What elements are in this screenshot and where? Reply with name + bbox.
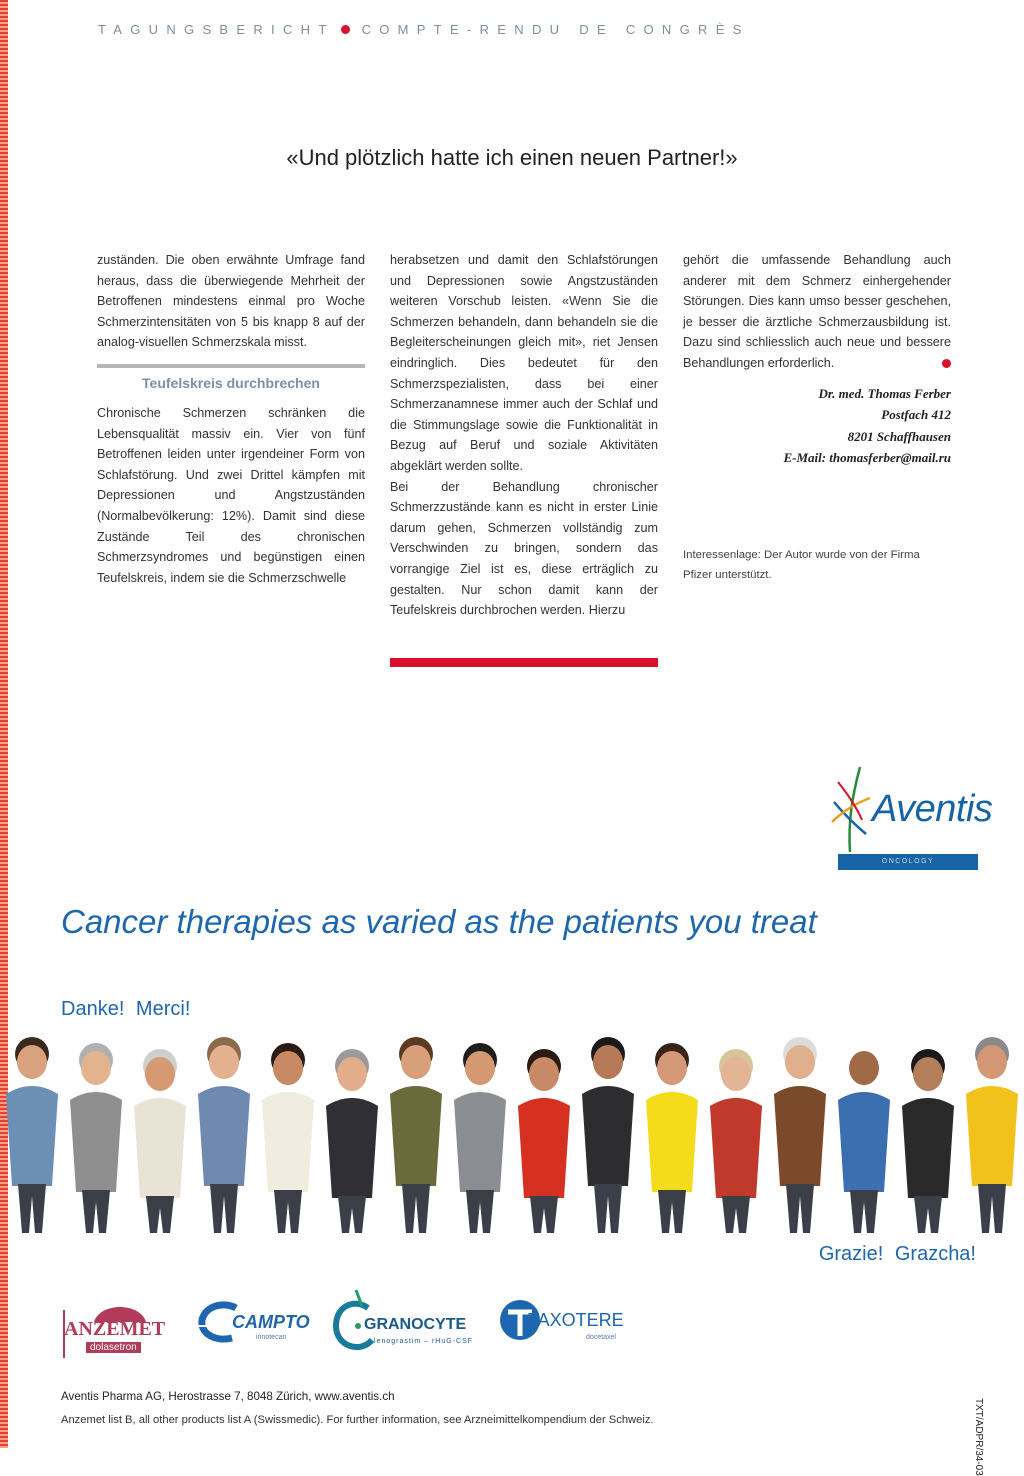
crowd-person [6,1037,58,1233]
section-header [98,22,918,46]
brand-anzemet: ANZEMET [64,1318,166,1340]
subhead-divider [97,364,365,368]
article-column-2 [390,250,658,621]
aventis-oncology-band: ONCOLOGY [838,854,978,870]
taxotere-logo [498,1298,628,1348]
end-mark-icon [942,359,951,368]
crowd-person [774,1037,826,1233]
article-end-rule [390,658,658,667]
author-email[interactable]: E-Mail: thomasferber@mail.ru [783,450,951,466]
ad-tagline: Cancer therapies as varied as the patients you treat [61,903,817,940]
thanks-left: Danke! Merci! [61,998,191,1020]
crowd-person [966,1037,1018,1233]
crowd-person [838,1043,890,1233]
article-headline: «Und plötzlich hatte ich einen neuen Partner!» [286,145,738,170]
crowd-person [646,1043,698,1233]
crowd-person [710,1049,762,1233]
author-address: Postfach 412 [881,407,951,423]
crowd-person [198,1037,250,1233]
campto-logo [196,1300,310,1350]
author-city: 8201 Schaffhausen [847,428,951,444]
aventis-figure-icon [826,762,876,854]
header-dot-icon [341,25,350,34]
article-column-3 [683,250,951,586]
paragraph: Bei der Behandlung chronischer Schmerzzustände kann es nicht in erster Linie darum gehen, Schmerzen vollständig zum Verschwinden zu bringen, sondern das vorrangige Ziel ist es, diese erträglich zu gestalten. Nur schon damit kann der Teufelskreis durchbrochen werden. Hierzu [390,479,658,618]
paragraph: herabsetzen und damit den Schlafstörungen und Depressionen sowie Angstzuständen weiteren Vorschub leisten. «Wenn Sie die Schmerzen behandeln, dann behandeln sie die Begleiterscheinungen gleich mit», riet Jensen eindringlich. Dies bedeutet für den Schmerzspezialisten, dass bei einer Schmerzanamnese immer auch der Schlaf und die Stimmungslage sowie die Funktionalität in Bezug auf Beruf und soziale Aktivitäten abgeklärt werden sollte. [390,253,658,473]
crowd-person [390,1037,442,1233]
disclosure-note: Interessenlage: Der Autor wurde von der Firma Pfizer unterstützt. [683,548,920,582]
subheading: Teufelskreis durchbrechen [142,374,320,391]
paragraph-text: gehört die umfassende Behandlung auch anderer mit dem Schmerz einhergehender Störungen. Dies kann umso besser geschehen, je besser die ärztliche Schmerzausbildung ist. Dazu sind schliesslich auch neue und bessere Behandlungen erforderlich. [683,253,951,370]
crowd-person [518,1049,570,1233]
crowd-person [70,1043,122,1233]
crowd-person [454,1043,506,1233]
crowd-photo [0,1028,1024,1236]
aventis-logo [826,762,993,872]
company-address: Aventis Pharma AG, Herostrasse 7, 8048 Zürich, www.aventis.ch [61,1390,395,1403]
granocyte-logo [330,1288,474,1362]
legal-note: Anzemet list B, all other products list A (Swissmedic). For further information, see Arzneimittelkompendium der Schweiz. [61,1414,654,1426]
crowd-person [902,1049,954,1233]
brand-taxotere-sub: docetaxel [586,1334,616,1341]
thanks-right: Grazie! Grazcha! [818,1243,976,1265]
crowd-person [326,1049,378,1233]
header-left: TAGUNGSBERICHT [98,22,335,37]
paragraph: Chronische Schmerzen schränken die Lebensqualität massiv ein. Vier von fünf Betroffenen leiden unter irgendeiner Form von Schlafstörung. Und zwei Drittel kämpfen mit Depressionen und Angstzuständen (Normalbevölkerung: 12%). Damit sind diese Zustände Teil des chronischen Schmerzsyndromes und begünstigen einen Teufelskreis, indem sie die Schmerzschwelle [97,405,365,585]
crowd-person [134,1049,186,1233]
document-code: TXT/ADPR/34-03 [973,1398,984,1476]
brand-granocyte: GRANOCYTE [364,1316,467,1333]
article-column-1 [97,250,365,588]
brand-anzemet-sub: dolasetron [86,1342,141,1353]
anzemet-logo [60,1298,170,1362]
brand-campto-sub: irinotecan [256,1334,287,1341]
brand-campto: CAMPTO [232,1312,310,1332]
paragraph [683,250,951,374]
brand-granocyte-sub: lenograstim – rHuG-CSF [374,1338,474,1345]
crowd-person [582,1037,634,1233]
author-name: Dr. med. Thomas Ferber [818,385,951,401]
brand-taxotere: TAXOTERE [528,1310,624,1330]
aventis-wordmark: Aventis [872,788,993,830]
author-block [683,383,951,469]
crowd-person [262,1043,314,1233]
paragraph: zuständen. Die oben erwähnte Umfrage fand heraus, dass die überwiegende Mehrheit der Betroffenen mindestens einmal pro Woche Schmerzintensitäten von 5 bis knapp 8 auf der analog-visuellen Schmerzskala misst. [97,253,365,350]
header-right: COMPTE-RENDU DE CONGRÈS [361,22,750,37]
